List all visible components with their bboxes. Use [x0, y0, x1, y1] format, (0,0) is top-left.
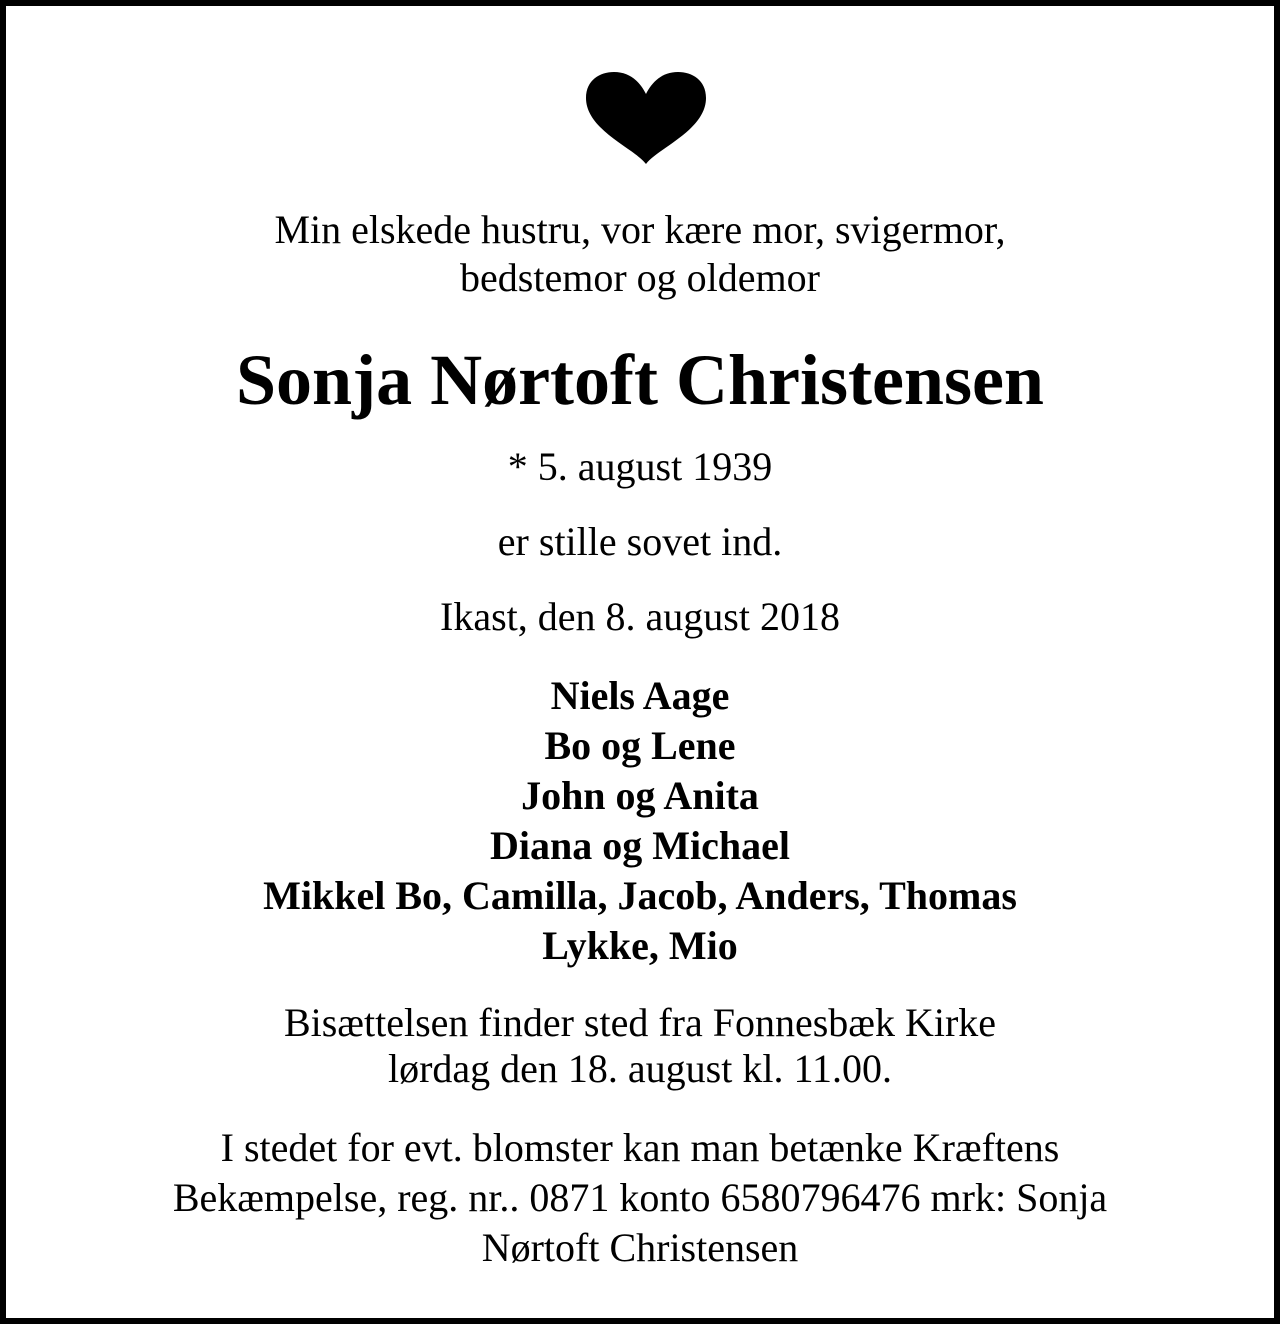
- passed-away-text: er stille sovet ind.: [497, 519, 783, 564]
- intro-line-1: Min elskede hustru, vor kære mor, svigermor,: [274, 207, 1006, 252]
- donation-line-1: I stedet for evt. blomster kan man betænke Kræftens: [220, 1125, 1060, 1170]
- funeral-info: [6, 1000, 1274, 1092]
- place-and-date: Ikast, den 8. august 2018: [440, 594, 840, 639]
- family-line: Bo og Lene: [544, 723, 736, 768]
- family-line: Diana og Michael: [490, 823, 790, 868]
- family-line: Mikkel Bo, Camilla, Jacob, Anders, Thomas: [263, 873, 1017, 918]
- intro-text: [6, 206, 1274, 302]
- funeral-line-2: lørdag den 18. august kl. 11.00.: [387, 1046, 892, 1091]
- donation-info: [6, 1123, 1274, 1273]
- heart-icon: [582, 70, 710, 166]
- donation-line-2: Bekæmpelse, reg. nr.. 0871 konto 6580796476 mrk: Sonja: [172, 1175, 1108, 1220]
- donation-line-3: Nørtoft Christensen: [481, 1225, 799, 1270]
- intro-line-2: bedstemor og oldemor: [460, 255, 820, 300]
- family-line: Niels Aage: [550, 673, 730, 718]
- family-list: [6, 671, 1274, 971]
- funeral-line-1: Bisættelsen finder sted fra Fonnesbæk Kirke: [283, 1000, 997, 1045]
- birth-date: * 5. august 1939: [507, 444, 773, 489]
- deceased-name: Sonja Nørtoft Christensen: [236, 340, 1044, 420]
- family-line: John og Anita: [521, 773, 759, 818]
- family-line: Lykke, Mio: [542, 923, 738, 968]
